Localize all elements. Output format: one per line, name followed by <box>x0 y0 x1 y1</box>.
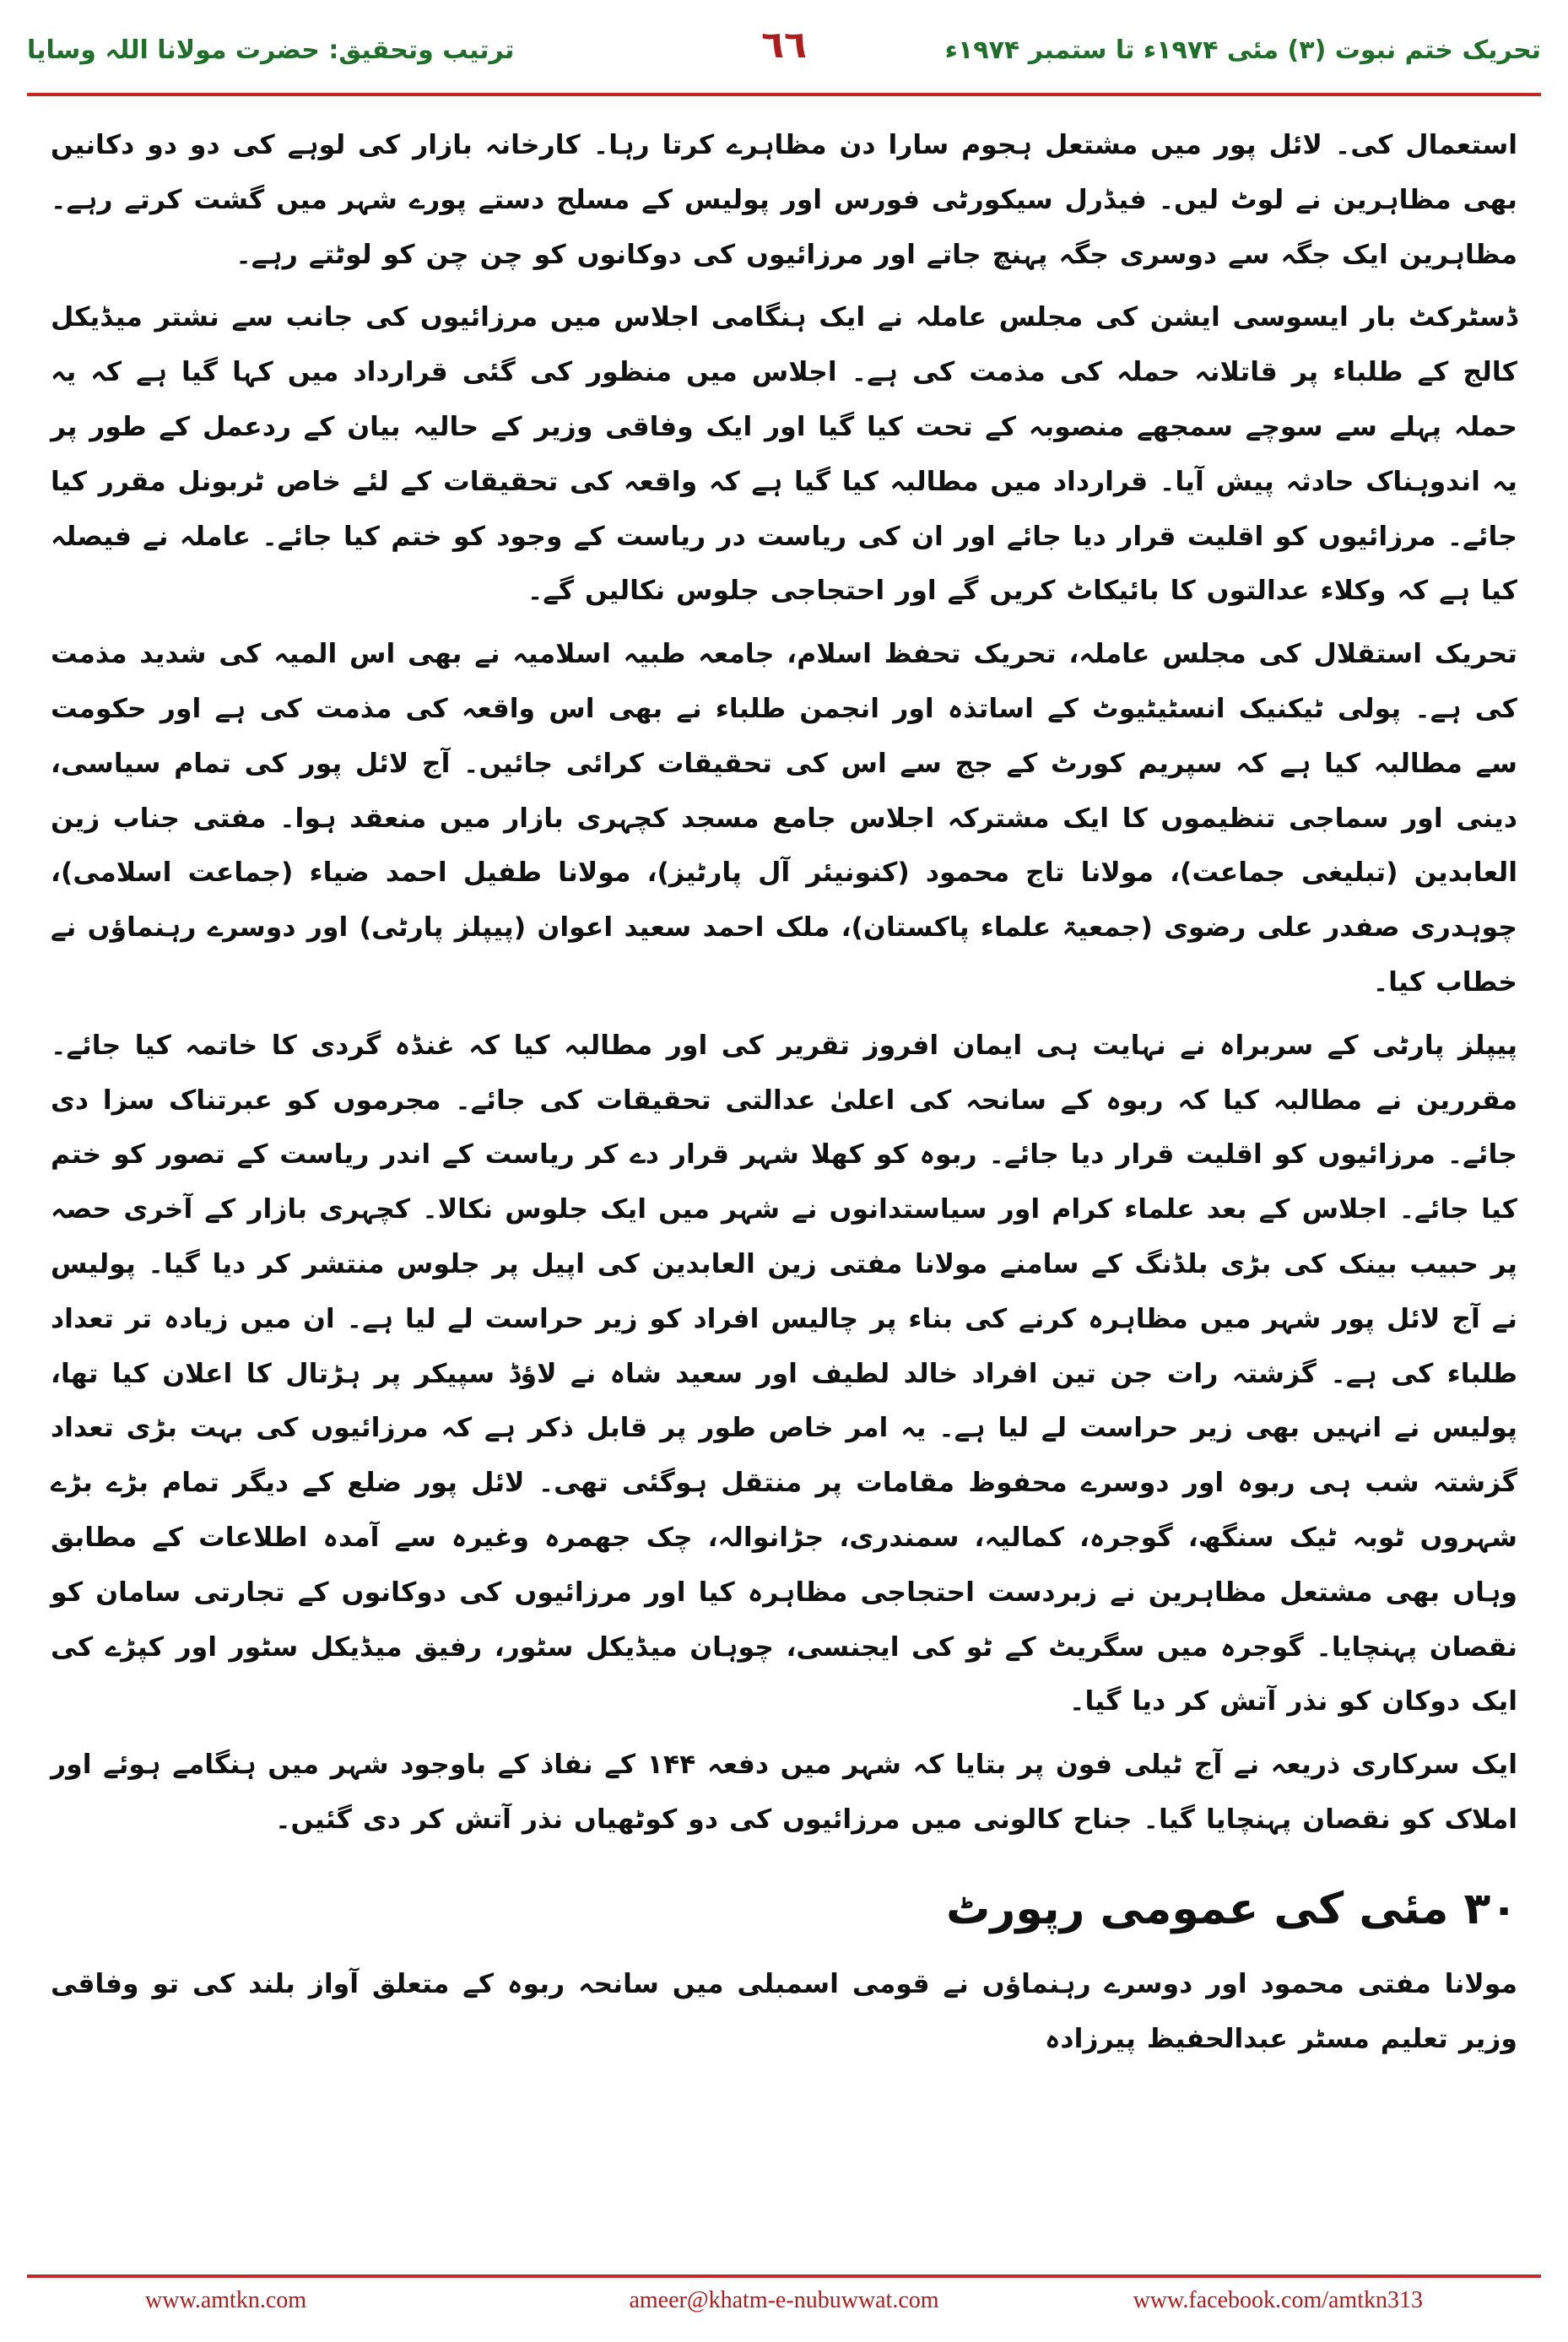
header-book-title: تحریک ختم نبوت (۳) مئی ۱۹۷۴ء تا ستمبر ۱۹۷۴ء <box>944 35 1541 65</box>
header-divider <box>27 93 1541 96</box>
body-paragraph: ڈسٹرکٹ بار ایسوسی ایشن کی مجلس عاملہ نے ایک ہنگامی اجلاس میں مرزائیوں کی جانب سے نشتر میڈیکل کالج کے طلباء پر قاتلانہ حملہ کی مذمت کی ہے۔ اجلاس میں منظور کی گئی قرارداد میں کہا گیا ہے کہ یہ حملہ پہلے سے سوچے سمجھے منصوبہ کے تحت کیا گیا اور ایک وفاقی وزیر کے حالیہ بیان کے ردعمل کے طور پر یہ اندوہناک حادثہ پیش آیا۔ قرارداد میں مطالبہ کیا گیا ہے کہ واقعہ کی تحقیقات کے لئے خاص ٹربونل مقرر کیا جائے۔ مرزائیوں کو اقلیت قرار دیا جائے اور ان کی ریاست در ریاست کے وجود کو ختم کیا جائے۔ عاملہ نے فیصلہ کیا ہے کہ وکلاء عدالتوں کا بائیکاٹ کریں گے اور احتجاجی جلوس نکالیں گے۔ <box>51 302 1517 607</box>
footer-facebook-link[interactable]: www.facebook.com/amtkn313 <box>1133 2287 1423 2313</box>
page-body <box>51 118 1517 2066</box>
section-heading: ۳۰ مئی کی عمومی رپورٹ <box>946 1883 1517 1934</box>
page-number: ٦٦ <box>761 24 807 67</box>
body-paragraph: پیپلز پارٹی کے سربراہ نے نہایت ہی ایمان افروز تقریر کی اور مطالبہ کیا کہ غنڈہ گردی کا خاتمہ کیا جائے۔ مقررین نے مطالبہ کیا کہ ربوہ کے سانحہ کی اعلیٰ عدالتی تحقیقات کی جائے۔ مجرموں کو عبرتناک سزا دی جائے۔ مرزائیوں کو اقلیت قرار دیا جائے۔ ربوہ کو کھلا شہر قرار دے کر ریاست کے اندر ریاست کے تصور کو ختم کیا جائے۔ اجلاس کے بعد علماء کرام اور سیاستدانوں نے شہر میں ایک جلوس نکالا۔ کچہری بازار کے آخری حصہ پر حبیب بینک کی بڑی بلڈنگ کے سامنے مولانا مفتی زین العابدین کی اپیل پر جلوس منتشر کر دیا گیا۔ پولیس نے آج لائل پور شہر میں مظاہرہ کرنے کی بناء پر چالیس افراد کو زیر حراست لے لیا ہے۔ ان میں زیادہ تر تعداد طلباء کی ہے۔ گزشتہ رات جن تین افراد خالد لطیف اور سعید شاہ نے لاؤڈ سپیکر پر ہڑتال کا اعلان کیا تھا، پولیس نے انہیں بھی زیر حراست لے لیا ہے۔ یہ امر خاص طور پر قابل ذکر ہے کہ مرزائیوں کی بہت بڑی تعداد گزشتہ شب ہی ربوہ اور دوسرے محفوظ مقامات پر منتقل ہوگئی تھی۔ لائل پور ضلع کے دیگر تمام بڑے بڑے شہروں ٹوبہ ٹیک سنگھ، گوجرہ، کمالیہ، سمندری، جڑانوالہ، چک جھمرہ وغیرہ سے آمدہ اطلاعات کے مطابق وہاں بھی مشتعل مظاہرین نے زبردست احتجاجی مظاہرہ کیا اور مرزائیوں کی دوکانوں کے تجارتی سامان کو نقصان پہنچایا۔ گوجرہ میں سگریٹ کے ٹو کی ایجنسی، چوہان میڈیکل سٹور، رفیق میڈیکل سٹور اور کپڑے کی ایک دوکان کو نذر آتش کر دیا گیا۔ <box>51 1030 1517 1717</box>
footer-divider <box>27 2274 1541 2278</box>
body-paragraph: تحریک استقلال کی مجلس عاملہ، تحریک تحفظ اسلام، جامعہ طبیہ اسلامیہ نے بھی اس المیہ کی شدید مذمت کی ہے۔ پولی ٹیکنیک انسٹیٹیوٹ کے اساتذہ اور انجمن طلباء نے بھی اس واقعہ کی مذمت کی ہے اور حکومت سے مطالبہ کیا ہے کہ سپریم کورٹ کے جج سے اس کی تحقیقات کرائی جائیں۔ آج لائل پور کی تمام سیاسی، دینی اور سماجی تنظیموں کا ایک مشترکہ اجلاس جامع مسجد کچہری بازار میں منعقد ہوا۔ مفتی جناب زین العابدین (تبلیغی جماعت)، مولانا تاج محمود (کنونیئر آل پارٹیز)، مولانا طفیل احمد ضیاء (جماعت اسلامی)، چوہدری صفدر علی رضوی (جمعیۃ علماء پاکستان)، ملک احمد سعید اعوان (پیپلز پارٹی) اور دوسرے رہنماؤں نے خطاب کیا۔ <box>51 639 1517 998</box>
header-compiler-credit: ترتیب وتحقیق: حضرت مولانا اللہ وسایا <box>27 35 515 65</box>
page-footer <box>27 2287 1541 2321</box>
footer-website-link[interactable]: www.amtkn.com <box>145 2287 307 2313</box>
body-paragraph: ایک سرکاری ذریعہ نے آج ٹیلی فون پر بتایا کہ شہر میں دفعہ ۱۴۴ کے نفاذ کے باوجود شہر میں ہنگامے ہوئے اور املاک کو نقصان پہنچایا گیا۔ جناح کالونی میں مرزائیوں کی دو کوٹھیاں نذر آتش کر دی گئیں۔ <box>51 1750 1518 1835</box>
footer-email-link[interactable]: ameer@khatm-e-nubuwwat.com <box>629 2287 939 2313</box>
body-paragraph: استعمال کی۔ لائل پور میں مشتعل ہجوم سارا دن مظاہرے کرتا رہا۔ کارخانہ بازار کی لوہے کی دو دو دکانیں بھی مظاہرین نے لوٹ لیں۔ فیڈرل سیکورٹی فورس اور پولیس کے مسلح دستے پورے شہر میں گشت کرتے رہے۔ مظاہرین ایک جگہ سے دوسری جگہ پہنچ جاتے اور مرزائیوں کی دوکانوں کو چن چن کو لوٹتے رہے۔ <box>51 130 1517 270</box>
body-paragraph: مولانا مفتی محمود اور دوسرے رہنماؤں نے قومی اسمبلی میں سانحہ ربوہ کے متعلق آواز بلند کی تو وفاقی وزیر تعلیم مسٹر عبدالحفیظ پیرزادہ <box>51 1968 1517 2054</box>
page-header <box>27 24 1541 88</box>
